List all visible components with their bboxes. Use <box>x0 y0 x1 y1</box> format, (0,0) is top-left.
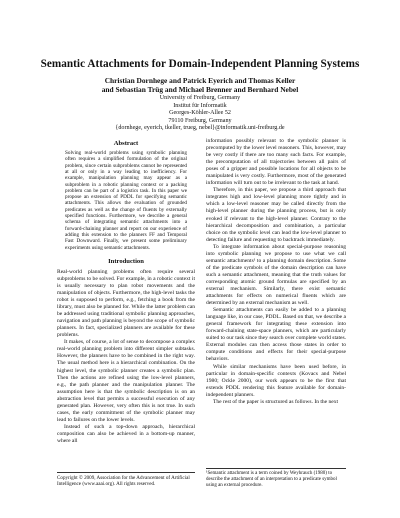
author-list <box>0 76 400 94</box>
affiliation-block <box>0 95 400 133</box>
abstract-heading: Abstract <box>113 140 139 147</box>
right-column <box>206 138 346 406</box>
affiliation-emails: {dornhege, eyerich, tkeller, trueg, nebel}@informatik.uni-freiburg.de <box>115 125 285 132</box>
intro-paragraph-3: Instead of such a top-down approach, hierarchical composition can also be achieved in a bottom-up manner, where all <box>57 423 195 444</box>
body-paragraph-2: Therefore, in this paper, we propose a third approach that integrates high and low-level planning more tightly and in which a low-level reasoner may be called directly from the high-level planner during the planning process, but is only evoked if relevant to the high-level planner. Contrary to the hierarchical decomposition and combination, a particular choice on the symbolic level can lead the low-level planner to detecting failure and requesting to backtrack immediately. <box>206 187 346 243</box>
affiliation-institute: Institut für Informatik <box>173 102 227 109</box>
intro-paragraph-1: Real-world planning problems often require several subproblems to be solved. For example, in a robotic context it is usually necessary to plan robot movements and the manipulation of objects. Furthermore, the high-level tasks the robot is supposed to perform, e.g., fetching a book from the library, must also be planned for. While the latter problem can be addressed using traditional symbolic planning approaches, navigation and path planning is beyond the scope of symbolic planners. In fact, specialized planners are available for these problems. <box>57 268 195 339</box>
affiliation-university: University of Freiburg, Germany <box>159 95 241 101</box>
affiliation-city: 79110 Freiburg, Germany <box>168 117 232 124</box>
body-paragraph-3: To integrate information about special-purpose reasoning into symbolic planning we propose to use what we call semantic attachments¹ to a planning domain description. Some of the predicate symbols of the domain description can have such a semantic attachment, meaning that the truth values for corresponding atomic ground formulas are specified by an external mechanism. Similarly, there exist semantic attachments for effects on numerical fluents which are determined by an external mechanism as well. <box>206 243 346 307</box>
body-paragraph-6: The rest of the paper is structured as follows. In the next <box>213 398 339 405</box>
footnote: ¹Semantic attachment is a term coined by Weyhrauch (1980) to describe the attachment of an interpretation to a predicate symbol using an external procedure. <box>206 468 346 489</box>
body-paragraph-1: information possibly relevant to the symbolic planner is precomputed by the lower level reasoners. This, however, may be very costly if there are too many such facts. For example, the precomputation of all trajectories between all pairs of poses of a gripper and possible locations for all objects to be manipulated is very costly. Furthermore, most of the generated information will turn out to be irrelevant to the task at hand. <box>206 138 346 187</box>
paper-title: Semantic Attachments for Domain-Independent Planning Systems <box>40 58 360 70</box>
body-paragraph-5: While similar mechanisms have been used before, in particular in domain-specific contexts (Kovacs and Nebel 1980; Ockle 2000), our work appears to be the first that extends PDDL rendering this feature available for domain-independent planners. <box>206 363 346 398</box>
introduction-heading: Introduction <box>108 257 144 265</box>
affiliation-street: Georges-Köhler-Allee 52 <box>169 110 231 117</box>
abstract-text: Solving real-world problems using symbolic planning often requires a simplified formulation of the original problem, since certain subproblems cannot be represented at all or only in a way leading to inefficiency. For example, manipulation planning may appear as a subproblem in a robotic planning context or a packing problem can be part of a logistics task. In this paper we propose an extension of PDDL for specifying semantic attachments. This allows the evaluation of grounded predicates as well as the change of fluents by externally specified functions. Furthermore, we describe a general schema of integrating semantic attachments into a forward-chaining planner and report on our experience of adding this extension to the planners FF and Temporal Fast Downward. Finally, we present some preliminary experiments using semantic attachments. <box>65 150 187 251</box>
authors-line-2: and Sebastian Trüg and Michael Brenner and Bernhard Nebel <box>101 85 299 94</box>
copyright-notice: Copyright © 2009, Association for the Advancement of Artificial Intelligence (www.aaai.org). All rights reserved. <box>57 472 195 488</box>
body-paragraph-4: Semantic attachments can easily be added to a planning language like, in our case, PDDL. Based on that, we describe a general framework for integrating these extension into forward-chaining state-space planners, which are particularly suited to our task since they search over complete world states. External modules can then access those states in order to compute conditions and effects for their special-purpose behaviors. <box>206 307 346 363</box>
authors-line-1: Christian Dornhege and Patrick Eyerich and Thomas Keller <box>104 76 296 85</box>
left-column <box>57 138 195 445</box>
intro-paragraph-2: It makes, of course, a lot of sense to decompose a complex real-world planning problem into different simpler subtasks. However, the planners have to be combined in the right way. The usual method here is a hierarchical combination. On the highest level, the symbolic planner creates a symbolic plan. Then the actions are refined using the low-level planners, e.g., the path planner and the manipulation planner. The assumption here is that the symbolic description is on an abstraction level that permits a successful execution of any generated plan. However, very often this is not true. In such cases, the early commitment of the symbolic planner may lead to failures on the lower levels. <box>57 339 195 423</box>
